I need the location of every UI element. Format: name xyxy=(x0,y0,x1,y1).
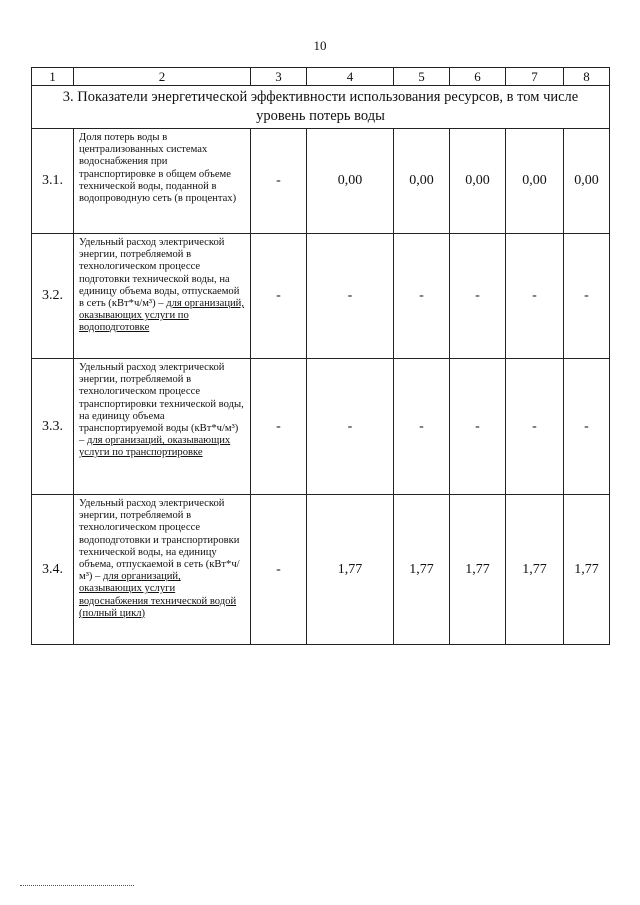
page-number: 10 xyxy=(313,38,327,53)
value-cell: - xyxy=(307,359,394,495)
value-cell: 1,77 xyxy=(450,495,506,645)
header-cell: 2 xyxy=(74,68,251,86)
value-cell: - xyxy=(307,234,394,359)
header-cell: 8 xyxy=(564,68,610,86)
row-description xyxy=(74,234,251,359)
description-underlined: для организаций, оказывающих услуги водоснабжения технической водой (полный цикл) xyxy=(79,571,237,619)
value-cell: 0,00 xyxy=(394,129,450,234)
header-row xyxy=(32,68,610,86)
value-cell: - xyxy=(251,234,307,359)
description-underlined: для организаций, оказывающих услуги по водоподготовке xyxy=(79,298,244,334)
value-cell: 1,77 xyxy=(564,495,610,645)
value-cell: 0,00 xyxy=(450,129,506,234)
section-title: 3. Показатели энергетической эффективности использования ресурсов, в том числе уровень потерь воды xyxy=(32,86,610,129)
table-row xyxy=(32,359,610,495)
row-number: 3.1. xyxy=(32,129,74,234)
row-number: 3.4. xyxy=(32,495,74,645)
value-cell: 1,77 xyxy=(506,495,564,645)
table-row xyxy=(32,234,610,359)
value-cell: - xyxy=(564,359,610,495)
description-text: Удельный расход электрической энергии, потребляемой в технологическом процессе транспортировки технической воды, на единицу объема транспортируемой воды (кВт*ч/м³) – xyxy=(79,362,244,447)
value-cell: - xyxy=(394,359,450,495)
row-description xyxy=(74,495,251,645)
value-cell: 0,00 xyxy=(506,129,564,234)
header-cell: 3 xyxy=(251,68,307,86)
value-cell: - xyxy=(394,234,450,359)
description-underlined: для организаций, оказывающих услуги по транспортировке xyxy=(79,435,231,459)
value-cell: 1,77 xyxy=(394,495,450,645)
header-cell: 4 xyxy=(307,68,394,86)
row-description xyxy=(74,359,251,495)
value-cell: - xyxy=(251,359,307,495)
value-cell: - xyxy=(506,234,564,359)
value-cell: - xyxy=(251,129,307,234)
table-row xyxy=(32,129,610,234)
value-cell: 1,77 xyxy=(307,495,394,645)
header-cell: 7 xyxy=(506,68,564,86)
value-cell: - xyxy=(564,234,610,359)
value-cell: - xyxy=(450,234,506,359)
section-row xyxy=(32,86,610,129)
value-cell: - xyxy=(506,359,564,495)
value-cell: - xyxy=(251,495,307,645)
description-text: Удельный расход электрической энергии, потребляемой в технологическом процессе водоподготовки и транспортировки технической воды, на единицу объема, отпускаемой в сеть (кВт*ч/м³) – xyxy=(79,498,240,583)
header-cell: 6 xyxy=(450,68,506,86)
footer-rule xyxy=(20,885,134,886)
row-number: 3.3. xyxy=(32,359,74,495)
description-text: Доля потерь воды в централизованных системах водоснабжения при транспортировке в общем объеме технической воды, поданной в водопроводную сеть (в процентах) xyxy=(79,132,237,205)
indicators-table xyxy=(31,67,610,645)
description-text: Удельный расход электрической энергии, потребляемой в технологическом процессе подготовки технической воды, на единицу объема воды, отпускаемой в сеть (кВт*ч/м³) – xyxy=(79,237,240,310)
row-number: 3.2. xyxy=(32,234,74,359)
row-description xyxy=(74,129,251,234)
header-cell: 5 xyxy=(394,68,450,86)
table-row xyxy=(32,495,610,645)
value-cell: 0,00 xyxy=(564,129,610,234)
value-cell: 0,00 xyxy=(307,129,394,234)
value-cell: - xyxy=(450,359,506,495)
header-cell: 1 xyxy=(32,68,74,86)
